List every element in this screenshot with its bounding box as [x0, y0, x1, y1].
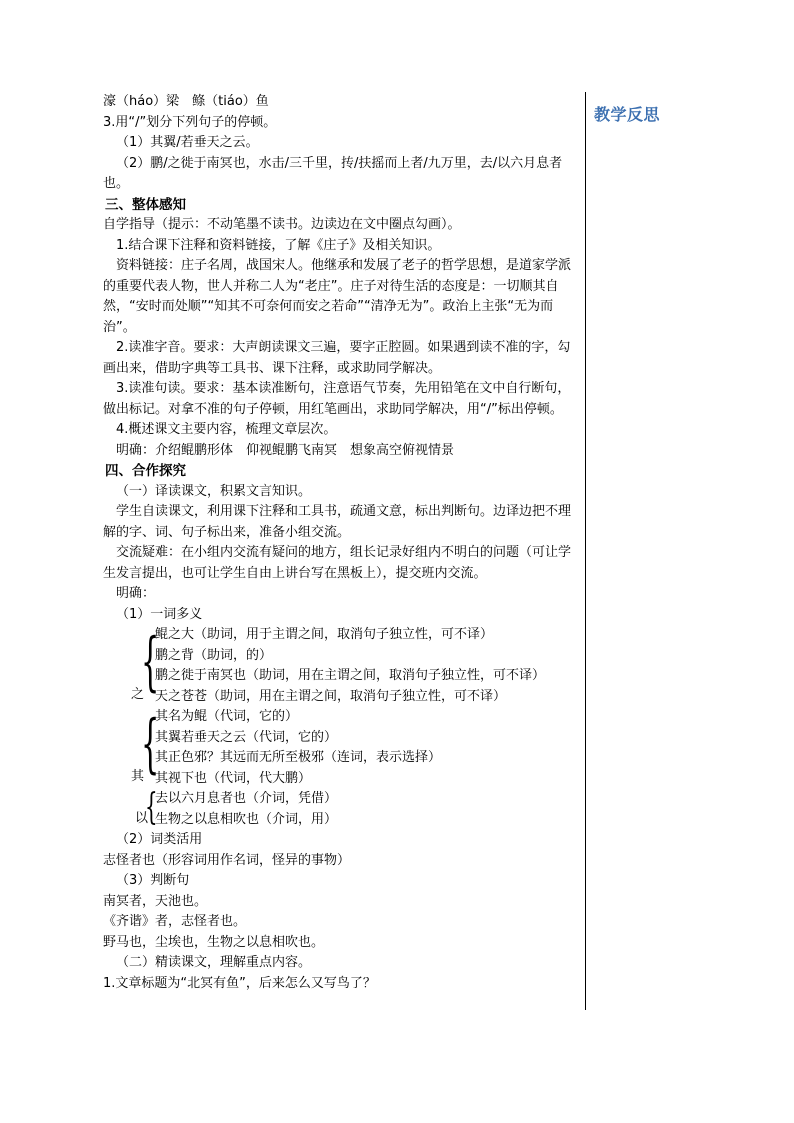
judgment-example-3: 野马也，尘埃也，生物之以息相吹也。 [103, 934, 325, 950]
word-class-example: 志怪者也（形容词用作名词，怪异的事物） [103, 852, 351, 868]
self-study-guide: 自学指导（提示：不动笔墨不读书。边读边在文中圈点勾画）。 [103, 217, 461, 232]
resource-link: 资料链接：庄子名周，战国宋人。他继承和发展了老子的哲学思想，是道家学派的重要代表人物，世人并称二人为“老庄”。庄子对待生活的态度是：一切顺其自然，“安时而处顺”“知其不可奈何而安之若命”“清净无为”。政治上主张“无为而治”。 [103, 258, 572, 335]
brace-zhi: { [141, 625, 160, 699]
qi-example-1: 其名为鲲（代词，它的） [155, 709, 299, 724]
step-2: 2.读准字音。要求：大声朗读课文三遍，要字正腔圆。如果遇到读不准的字，勾画出来，借助字典等工具书、课下注释，或求助同学解决。 [103, 340, 571, 376]
pronunciation-line: 濠（háo）梁 鲦（tiáo）鱼 [103, 94, 269, 109]
step-4: 4.概述课文主要内容，梳理文章层次。 [116, 422, 337, 437]
qi-example-2: 其翼若垂天之云（代词，它的） [155, 729, 338, 745]
zhi-example-3: 鹏之徙于南冥也（助词，用在主谓之间，取消句子独立性，可不译） [155, 668, 546, 683]
yi-example-1: 去以六月息者也（介词，凭借） [155, 791, 338, 806]
qi-example-3: 其正色邪？其远而无所至极邪（连词，表示选择） [155, 750, 442, 765]
word-class-heading: （2）词类活用 [116, 832, 203, 847]
zhi-example-1: 鲲之大（助词，用于主谓之间，取消句子独立性，可不译） [155, 627, 494, 642]
exchange-questions: 交流疑难：在小组内交流有疑问的地方，组长记录好组内不明白的问题（可让学生发言提出，也可让学生自由上讲台写在黑板上），提交班内交流。 [103, 545, 572, 581]
question-1: 1.文章标题为“北冥有鱼”，后来怎么又写鸟了？ [103, 975, 376, 991]
self-translate: 学生自读课文，利用课下注释和工具书，疏通文意，标出判断句。边译边把不理解的字、词、句子标出来，准备小组交流。 [103, 504, 572, 540]
zhi-label: 之 [131, 687, 145, 702]
qi-group [103, 707, 581, 789]
judgment-example-1: 南冥者，天池也。 [103, 893, 208, 909]
judgment-heading: （3）判断句 [116, 873, 190, 888]
polysemy-heading: （1）一词多义 [116, 606, 203, 622]
teaching-reflection-title: 教学反思 [594, 105, 661, 124]
yi-example-2: 生物之以息相吹也（介词，用） [155, 811, 338, 827]
exercise-3-item-1: （1）其翼/若垂天之云。 [116, 135, 259, 150]
step-1: 1.结合课下注释和资料链接，了解《庄子》及相关知识。 [116, 237, 441, 253]
yi-group [103, 789, 581, 830]
qi-example-4: 其视下也（代词，代大鹏） [155, 770, 312, 786]
subsection-1: （一）译读课文，积累文言知识。 [116, 483, 312, 499]
qi-label: 其 [131, 769, 145, 784]
step-3: 3.读准句读。要求：基本读准断句，注意语气节奏，先用铅笔在文中自行断句，做出标记。对拿不准的句子停顿，用红笔画出，求助同学解决，用“/”标出停顿。 [103, 381, 571, 417]
section-3-heading: 三、整体感知 [105, 196, 186, 213]
lesson-content [103, 92, 581, 994]
exercise-3-item-2: （2）鹏/之徙于南冥也，水击/三千里，抟/扶摇而上者/九万里，去/以六月息者也。 [103, 155, 563, 191]
yi-label: 以 [135, 811, 149, 826]
zhi-group [103, 625, 581, 707]
column-divider [585, 92, 586, 1010]
subsection-2: （二）精读课文，理解重点内容。 [116, 955, 312, 970]
section-4-heading: 四、合作探究 [105, 463, 186, 479]
clarification-structure: 明确：介绍鲲鹏形体 仰视鲲鹏飞南冥 想象高空俯视情景 [116, 442, 455, 458]
exercise-3: 3.用“/”划分下列句子的停顿。 [103, 114, 277, 130]
judgment-example-2: 《齐谐》者，志怪者也。 [103, 914, 247, 929]
brace-yi: { [145, 787, 158, 828]
zhi-example-4: 天之苍苍（助词，用在主谓之间，取消句子独立性，可不译） [155, 688, 507, 704]
clarification-label: 明确： [116, 586, 156, 601]
brace-qi: { [141, 707, 160, 781]
zhi-example-2: 鹏之背（助词，的） [155, 647, 273, 663]
